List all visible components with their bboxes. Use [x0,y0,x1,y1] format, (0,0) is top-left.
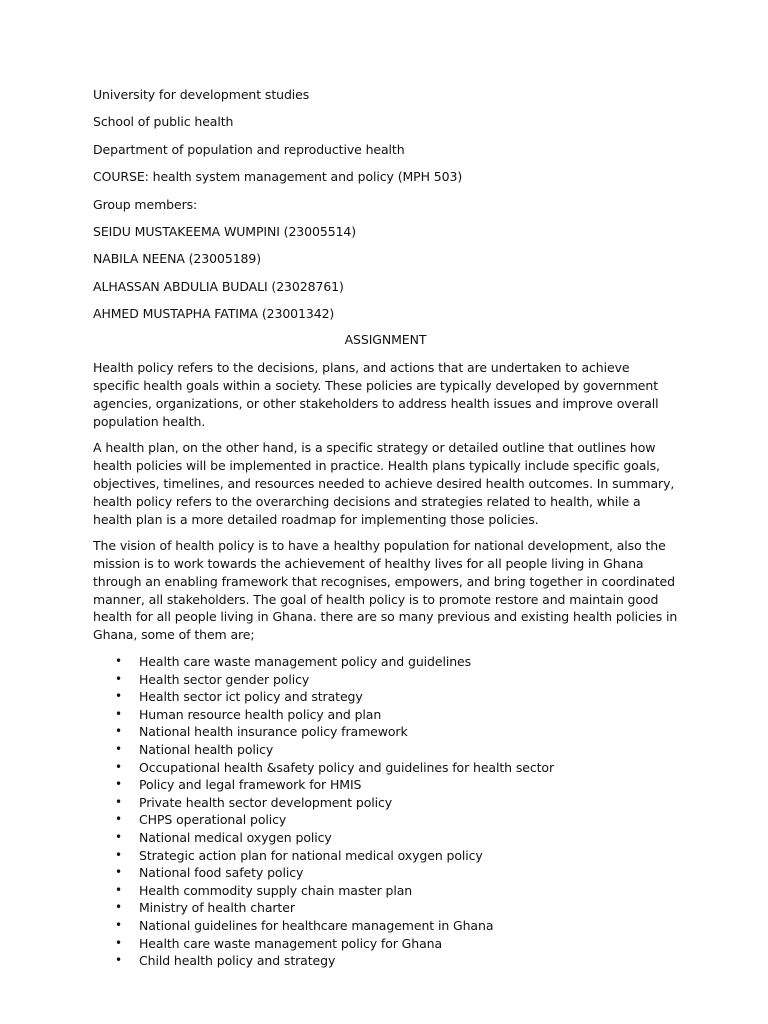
list-item: • Health care waste management policy for Ghana [115,935,443,951]
bullet-icon: • [115,900,122,915]
list-item: • Ministry of health charter [115,900,295,916]
list-item: • Health sector ict policy and strategy [115,689,363,705]
paragraph-health-plan: A health plan, on the other hand, is a specific strategy or detailed outline that outlines how health policies will be implemented in practice. Health plans typically include specific goals, objectives, timelines, and resources needed to achieve desired health outcomes. In summary, health policy refers to the overarching decisions and strategies related to health, while a health plan is a more detailed roadmap for implementing those policies. [93,440,675,527]
bullet-icon: • [115,742,122,757]
school-name: School of public health [93,114,234,130]
list-item: • Child health policy and strategy [115,953,336,969]
bullet-icon: • [115,759,122,774]
paragraph-health-policy: Health policy refers to the decisions, plans, and actions that are undertaken to achieve specific health goals within a society. These policies are typically developed by government agencies, organizations, or other stakeholders to address health issues and improve overall population health. [93,360,659,429]
paragraph-vision-mission: The vision of health policy is to have a healthy population for national development, also the mission is to work towards the achievement of healthy lives for all people living in Ghana through an enabling framework that recognises, empowers, and bring together in coordinated manner, all stakeholders. The goal of health policy is to promote restore and maintain good health for all people living in Ghana. there are so many previous and existing health policies in Ghana, some of them are; [93,538,678,643]
list-item: • National health policy [115,742,274,758]
group-member: SEIDU MUSTAKEEMA WUMPINI (23005514) [93,223,357,239]
department-name: Department of population and reproductive health [93,141,405,157]
bullet-icon: • [115,777,122,792]
bullet-icon: • [115,812,122,827]
bullet-icon: • [115,830,122,845]
bullet-icon: • [115,847,122,862]
list-item: • Occupational health &safety policy and guidelines for health sector [115,759,555,775]
list-item: • Health care waste management policy and guidelines [115,654,472,670]
list-item: • Policy and legal framework for HMIS [115,777,362,793]
bullet-icon: • [115,953,122,968]
list-item: • National guidelines for healthcare management in Ghana [115,917,494,933]
policy-list [93,653,678,970]
list-item: • Health commodity supply chain master plan [115,882,413,898]
group-member: AHMED MUSTAPHA FATIMA (23001342) [93,306,335,322]
assignment-title: ASSIGNMENT [344,332,427,348]
bullet-icon: • [115,654,122,669]
university-name: University for development studies [93,87,310,102]
list-item: • National health insurance policy framework [115,724,408,740]
bullet-icon: • [115,706,122,721]
group-member: ALHASSAN ABDULIA BUDALI (23028761) [93,278,344,294]
list-item: • Human resource health policy and plan [115,706,382,722]
bullet-icon: • [115,917,122,932]
list-item: • Strategic action plan for national medical oxygen policy [115,847,483,863]
group-members-label: Group members: [93,196,198,212]
list-item: • National food safety policy [115,865,304,881]
bullet-icon: • [115,935,122,950]
bullet-icon: • [115,671,122,686]
list-item: • National medical oxygen policy [115,830,332,846]
bullet-icon: • [115,865,122,880]
bullet-icon: • [115,689,122,704]
bullet-icon: • [115,794,122,809]
list-item: • CHPS operational policy [115,812,287,828]
bullet-icon: • [115,724,122,739]
group-member: NABILA NEENA (23005189) [93,251,262,267]
list-item: • Health sector gender policy [115,671,310,687]
bullet-icon: • [115,882,122,897]
list-item: • Private health sector development policy [115,794,393,810]
course-line: COURSE: health system management and policy (MPH 503) [93,169,463,185]
